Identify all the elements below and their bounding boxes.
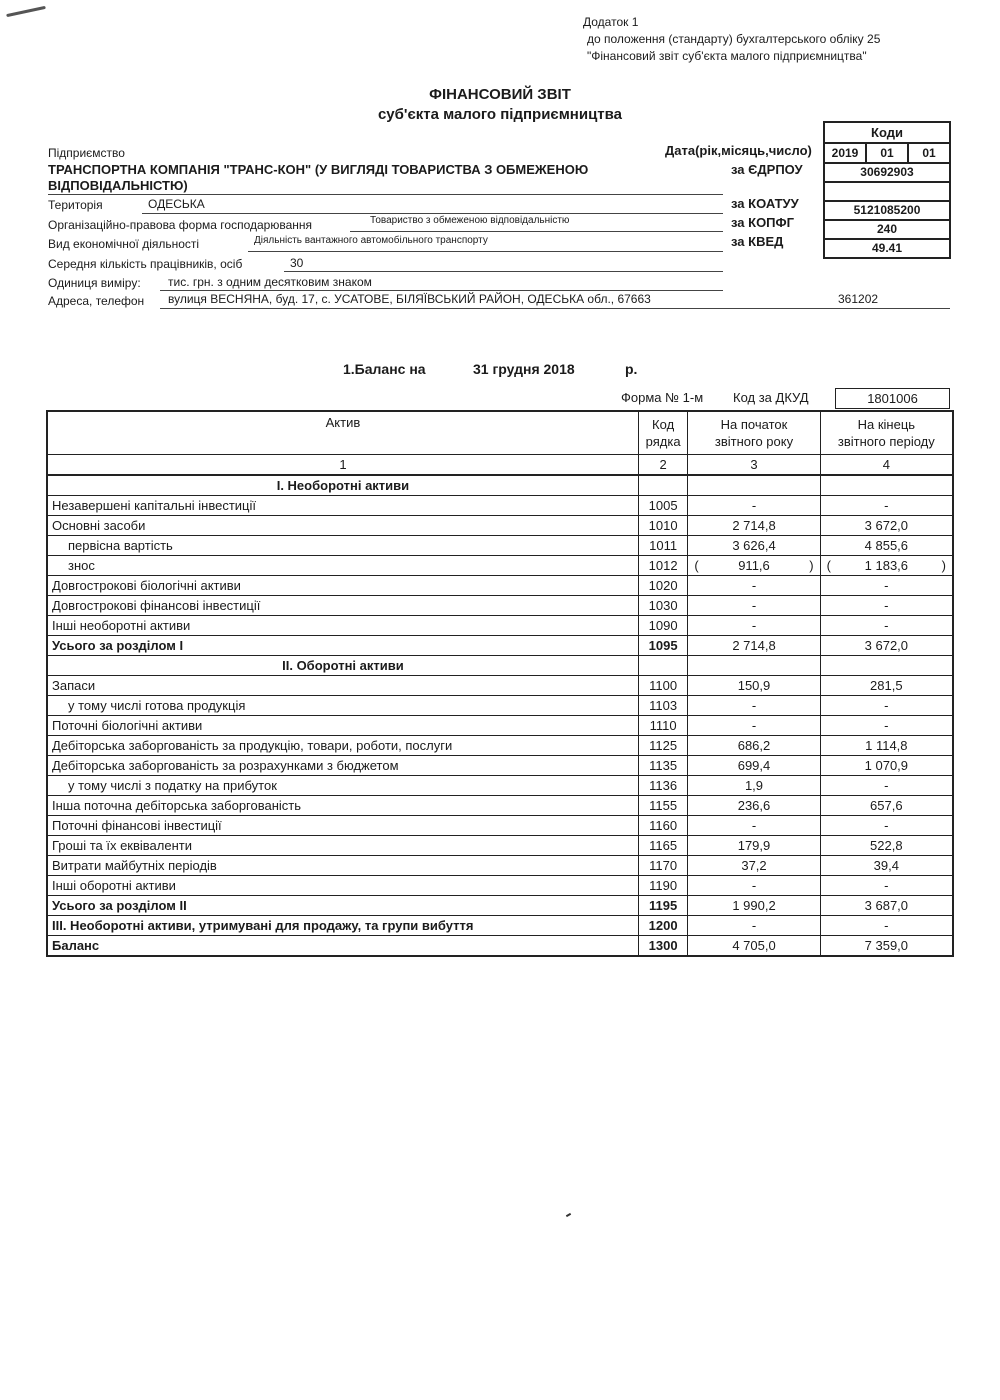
enterprise-underline — [48, 194, 723, 195]
balance-date: 31 грудня 2018 — [473, 361, 575, 377]
balance-table-body — [47, 411, 953, 956]
activity-underline — [248, 251, 723, 252]
row-code: 1100 — [638, 676, 687, 696]
row-code: 1110 — [638, 716, 687, 736]
row-name: Гроші та їх еквіваленти — [47, 836, 638, 856]
row-code: 1136 — [638, 776, 687, 796]
address-value: вулиця ВЕСНЯНА, буд. 17, с. УСАТОВЕ, БІЛЯЇВСЬКИЙ РАЙОН, ОДЕСЬКА обл., 67663 — [168, 292, 651, 306]
row-end-value: - — [820, 696, 953, 716]
kopfg-code: 240 — [825, 221, 949, 240]
row-name: Запаси — [47, 676, 638, 696]
row-end-value: 3 672,0 — [820, 516, 953, 536]
row-code: 1011 — [638, 536, 687, 556]
row-start-value: 2 714,8 — [688, 636, 820, 656]
table-row — [47, 756, 953, 776]
balance-title-prefix: 1.Баланс на — [343, 361, 426, 377]
header-end — [820, 411, 953, 455]
table-row — [47, 596, 953, 616]
open-paren: ( — [826, 558, 831, 573]
table-row — [47, 736, 953, 756]
table-row — [47, 556, 953, 576]
header-start-line-1: На початок — [720, 417, 788, 432]
parenthesized-value — [821, 556, 952, 575]
row-end-value: - — [820, 916, 953, 936]
row-code: 1095 — [638, 636, 687, 656]
row-name: Усього за розділом І — [47, 636, 638, 656]
row-code — [638, 475, 687, 496]
row-end-value: - — [820, 816, 953, 836]
row-start-value: - — [688, 816, 820, 836]
date-month: 01 — [865, 144, 907, 162]
balance-title-suffix: р. — [625, 361, 638, 377]
parenthesized-value — [688, 556, 819, 575]
row-end-value: 522,8 — [820, 836, 953, 856]
row-end-value: - — [820, 496, 953, 516]
row-start-value: 37,2 — [688, 856, 820, 876]
header-aktiv: Актив — [47, 411, 638, 455]
row-name: Інші оборотні активи — [47, 876, 638, 896]
row-code: 1010 — [638, 516, 687, 536]
appendix-line-2: до положення (стандарту) бухгалтерського обліку 25 — [587, 32, 881, 46]
row-name: Усього за розділом ІІ — [47, 896, 638, 916]
balance-table — [46, 410, 954, 957]
header-code-line-2: рядка — [645, 434, 681, 449]
paren-value: 911,6 — [738, 558, 770, 573]
row-start-value — [688, 556, 820, 576]
unit-value: тис. грн. з одним десятковим знаком — [168, 275, 372, 289]
row-start-value: 699,4 — [688, 756, 820, 776]
row-code: 1020 — [638, 576, 687, 596]
table-row — [47, 676, 953, 696]
row-name: у тому числі готова продукція — [47, 696, 638, 716]
row-end-value: - — [820, 596, 953, 616]
row-end-value: 7 359,0 — [820, 936, 953, 957]
row-end-value: 281,5 — [820, 676, 953, 696]
row-end-value — [820, 475, 953, 496]
table-row — [47, 536, 953, 556]
edrpou-code: 30692903 — [825, 164, 949, 183]
report-title: ФІНАНСОВИЙ ЗВІТ — [429, 86, 571, 103]
table-row — [47, 836, 953, 856]
row-code: 1195 — [638, 896, 687, 916]
header-code-line-1: Код — [652, 417, 675, 432]
row-name: ІІ. Оборотні активи — [47, 656, 638, 676]
kved-code: 49.41 — [871, 241, 903, 255]
appendix-note — [583, 14, 880, 65]
employees-label: Середня кількість працівників, осіб — [48, 257, 243, 271]
enterprise-label: Підприємство — [48, 146, 125, 160]
row-start-value: 150,9 — [688, 676, 820, 696]
kopfg-label: за КОПФГ — [731, 215, 794, 230]
address-underline — [160, 308, 950, 309]
date-day: 01 — [907, 144, 949, 162]
row-name: Довгострокові фінансові інвестиції — [47, 596, 638, 616]
table-row — [47, 496, 953, 516]
close-paren: ) — [941, 558, 946, 573]
row-start-value — [688, 475, 820, 496]
phone-value: 361202 — [838, 292, 879, 306]
row-end-value — [820, 556, 953, 576]
employees-value: 30 — [290, 256, 304, 270]
header-end-line-1: На кінець — [857, 417, 916, 432]
koatuu-label: за КОАТУУ — [731, 196, 799, 211]
row-code: 1155 — [638, 796, 687, 816]
row-code: 1300 — [638, 936, 687, 957]
row-name: І. Необоротні активи — [47, 475, 638, 496]
table-row — [47, 876, 953, 896]
date-year: 2019 — [831, 146, 859, 160]
row-name: первісна вартість — [47, 536, 638, 556]
row-name: Поточні біологічні активи — [47, 716, 638, 736]
scan-speck — [566, 1213, 571, 1217]
row-start-value: - — [688, 576, 820, 596]
row-end-value: 1 114,8 — [820, 736, 953, 756]
enterprise-name-line-2: ВІДПОВІДАЛЬНІСТЮ) — [48, 178, 188, 193]
appendix-line-1: Додаток 1 — [583, 15, 639, 29]
table-row — [47, 916, 953, 936]
row-name: у тому числі з податку на прибуток — [47, 776, 638, 796]
territory-underline — [142, 213, 723, 214]
row-start-value: 4 705,0 — [688, 936, 820, 957]
unit-underline — [160, 290, 723, 291]
row-start-value: - — [688, 616, 820, 636]
row-code: 1160 — [638, 816, 687, 836]
row-end-value: 39,4 — [820, 856, 953, 876]
row-end-value: 1 070,9 — [820, 756, 953, 776]
row-code: 1170 — [638, 856, 687, 876]
row-name: Довгострокові біологічні активи — [47, 576, 638, 596]
enterprise-name-line-1: ТРАНСПОРТНА КОМПАНІЯ "ТРАНС-КОН" (У ВИГЛЯДІ ТОВАРИСТВА З ОБМЕЖЕНОЮ — [48, 162, 589, 177]
column-number-1: 1 — [47, 455, 638, 476]
table-row — [47, 896, 953, 916]
row-start-value: - — [688, 596, 820, 616]
row-start-value: - — [688, 876, 820, 896]
table-row — [47, 576, 953, 596]
table-row — [47, 636, 953, 656]
row-end-value: - — [820, 776, 953, 796]
row-end-value: - — [820, 876, 953, 896]
header-start — [688, 411, 820, 455]
row-name: Дебіторська заборгованість за розрахунками з бюджетом — [47, 756, 638, 776]
codes-header: Коди — [825, 123, 949, 144]
row-code — [638, 656, 687, 676]
date-codes — [825, 144, 949, 164]
column-number-4: 4 — [820, 455, 953, 476]
employees-underline — [284, 271, 723, 272]
row-end-value: 3 672,0 — [820, 636, 953, 656]
row-code: 1200 — [638, 916, 687, 936]
kved-label: за КВЕД — [731, 234, 784, 249]
row-name: Баланс — [47, 936, 638, 957]
row-end-value — [820, 656, 953, 676]
territory-value: ОДЕСЬКА — [148, 197, 205, 211]
appendix-line-3: "Фінансовий звіт суб'єкта малого підприємництва" — [587, 49, 867, 63]
row-start-value: 686,2 — [688, 736, 820, 756]
row-code: 1090 — [638, 616, 687, 636]
row-end-value: 657,6 — [820, 796, 953, 816]
row-start-value: - — [688, 716, 820, 736]
table-row — [47, 716, 953, 736]
column-number-3: 3 — [688, 455, 820, 476]
unit-label: Одиниця виміру: — [48, 276, 141, 290]
row-code: 1103 — [638, 696, 687, 716]
table-row — [47, 856, 953, 876]
row-code: 1135 — [638, 756, 687, 776]
dkud-label: Код за ДКУД — [733, 390, 809, 405]
activity-value: Діяльність вантажного автомобільного транспорту — [254, 235, 488, 246]
row-start-value: 1 990,2 — [688, 896, 820, 916]
row-code: 1190 — [638, 876, 687, 896]
codes-box — [823, 121, 951, 259]
row-name: Інші необоротні активи — [47, 616, 638, 636]
table-row — [47, 796, 953, 816]
row-name: ІІІ. Необоротні активи, утримувані для продажу, та групи вибуття — [47, 916, 638, 936]
row-start-value: 2 714,8 — [688, 516, 820, 536]
legal-form-label: Організаційно-правова форма господарювання — [48, 218, 312, 232]
row-code: 1030 — [638, 596, 687, 616]
header-code — [638, 411, 687, 455]
row-name: Незавершені капітальні інвестиції — [47, 496, 638, 516]
row-code: 1012 — [638, 556, 687, 576]
row-start-value: 1,9 — [688, 776, 820, 796]
table-row — [47, 776, 953, 796]
table-row — [47, 816, 953, 836]
row-code: 1125 — [638, 736, 687, 756]
row-start-value: - — [688, 696, 820, 716]
header-end-line-2: звітного періоду — [837, 434, 935, 449]
row-name: Дебіторська заборгованість за продукцію, товари, роботи, послуги — [47, 736, 638, 756]
report-subtitle: суб'єкта малого підприємництва — [377, 106, 623, 123]
row-end-value: 3 687,0 — [820, 896, 953, 916]
column-number-row — [47, 455, 953, 476]
address-label: Адреса, телефон — [48, 294, 145, 308]
row-start-value — [688, 656, 820, 676]
table-header-row — [47, 411, 953, 455]
row-name: Поточні фінансові інвестиції — [47, 816, 638, 836]
form-number: Форма № 1-м — [621, 390, 704, 405]
table-row — [47, 516, 953, 536]
row-end-value: - — [820, 576, 953, 596]
row-name: знос — [47, 556, 638, 576]
row-start-value: 236,6 — [688, 796, 820, 816]
row-start-value: 3 626,4 — [688, 536, 820, 556]
paren-value: 1 183,6 — [864, 558, 909, 573]
row-end-value: - — [820, 716, 953, 736]
table-row — [47, 696, 953, 716]
legal-form-value: Товариство з обмеженою відповідальністю — [370, 215, 570, 226]
row-code: 1165 — [638, 836, 687, 856]
edrpou-label: за ЄДРПОУ — [731, 162, 803, 177]
row-name: Основні засоби — [47, 516, 638, 536]
table-row — [47, 616, 953, 636]
header-start-line-2: звітного року — [714, 434, 794, 449]
dkud-code: 1801006 — [835, 388, 950, 409]
row-code: 1005 — [638, 496, 687, 516]
table-row — [47, 936, 953, 957]
koatuu-code: 5121085200 — [825, 202, 949, 221]
section-row — [47, 656, 953, 676]
row-start-value: 179,9 — [688, 836, 820, 856]
scan-mark — [6, 6, 46, 17]
column-number-2: 2 — [638, 455, 687, 476]
code-spacer — [825, 183, 949, 202]
row-start-value: - — [688, 916, 820, 936]
territory-label: Територія — [48, 198, 103, 212]
open-paren: ( — [694, 558, 699, 573]
row-end-value: - — [820, 616, 953, 636]
row-name: Інша поточна дебіторська заборгованість — [47, 796, 638, 816]
activity-label: Вид економічної діяльності — [48, 237, 200, 251]
row-end-value: 4 855,6 — [820, 536, 953, 556]
legal-form-underline — [350, 231, 723, 232]
row-start-value: - — [688, 496, 820, 516]
section-row — [47, 475, 953, 496]
row-name: Витрати майбутніх періодів — [47, 856, 638, 876]
date-label: Дата(рік,місяць,число) — [665, 143, 812, 158]
close-paren: ) — [809, 558, 814, 573]
